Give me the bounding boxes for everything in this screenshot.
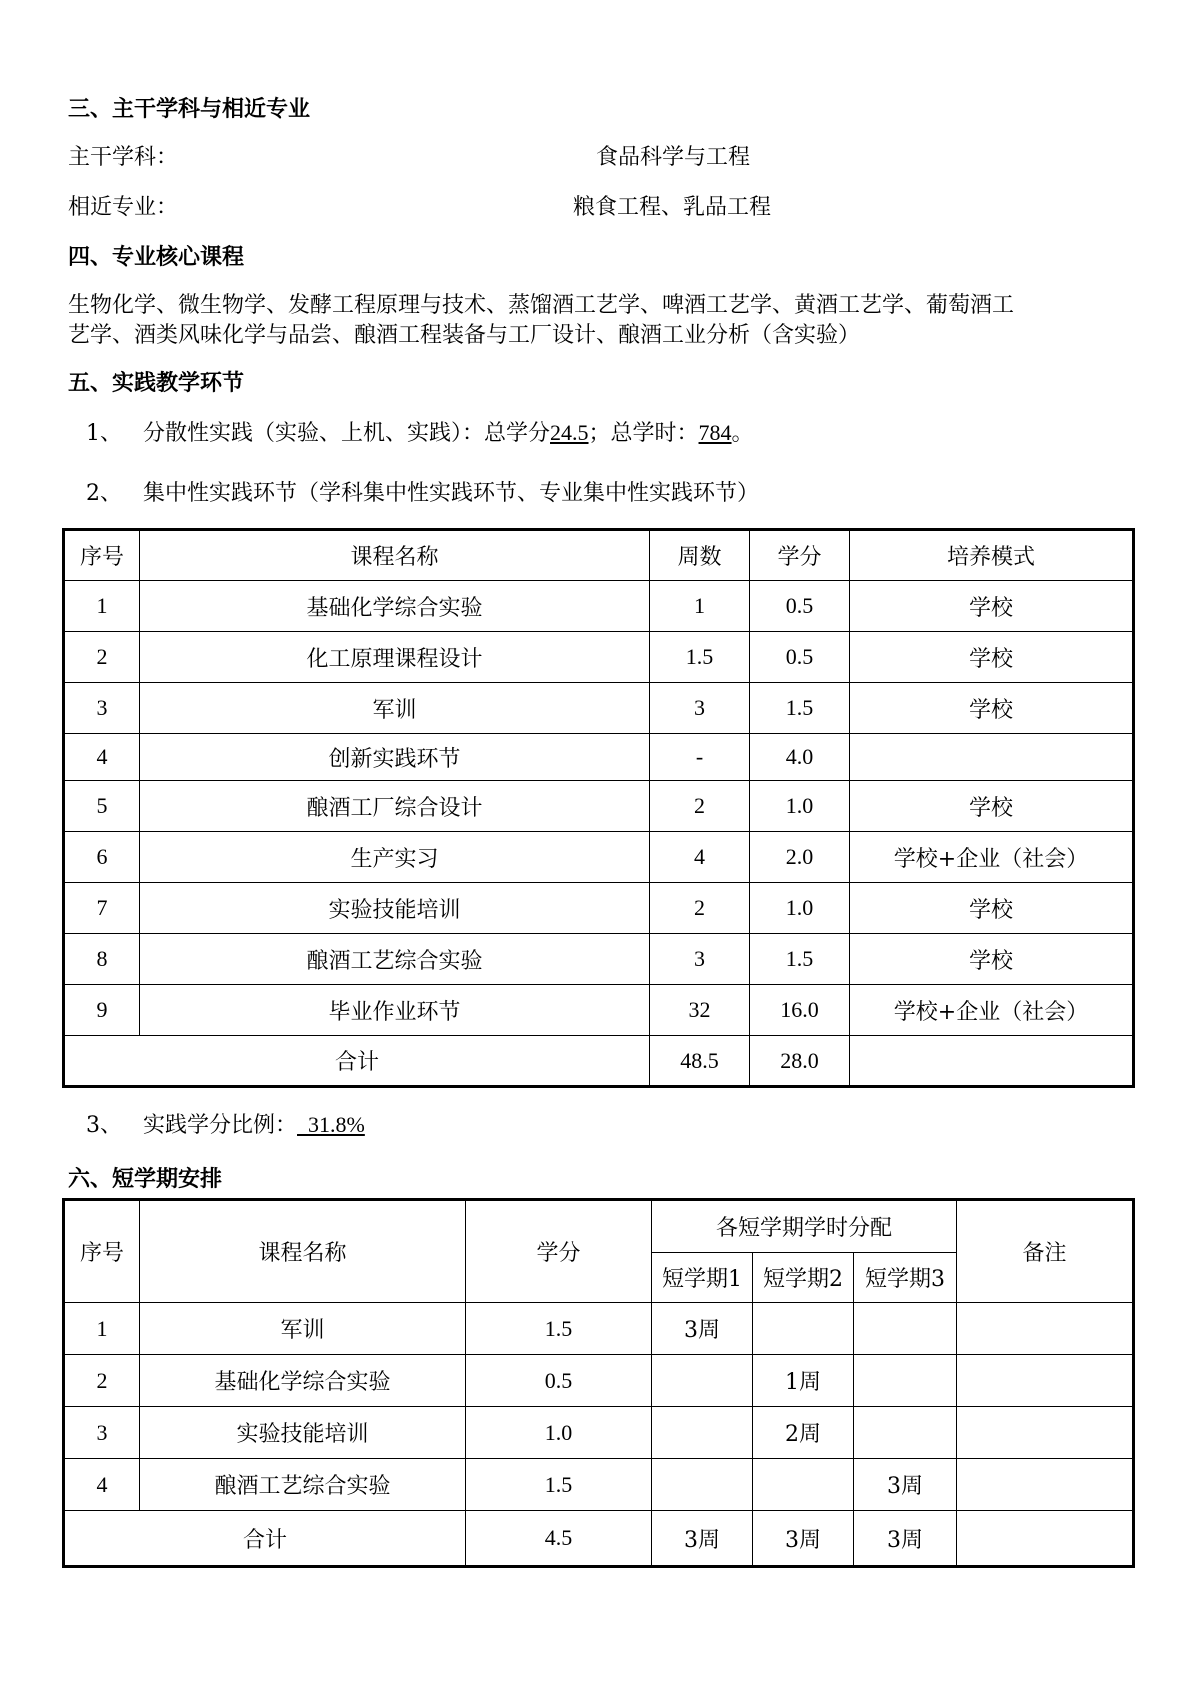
table-row — [64, 934, 1134, 985]
section4-heading: 四、专业核心课程 — [68, 244, 245, 270]
table-row — [64, 1407, 1134, 1459]
cell-mode: 学校 — [850, 883, 1134, 934]
cell-course: 化工原理课程设计 — [140, 632, 650, 683]
cell-seq: 2 — [64, 1355, 140, 1407]
table-row — [64, 985, 1134, 1036]
cell-term1 — [652, 1355, 753, 1407]
cell-term3 — [854, 1303, 957, 1355]
cell-credits: 0.5 — [466, 1355, 652, 1407]
practice-item2-text: 集中性实践环节（学科集中性实践环节、专业集中性实践环节） — [143, 481, 760, 506]
practice-item1-text: 分散性实践（实验、上机、实践）：总学分 — [143, 421, 551, 446]
concentrated-practice-table — [62, 528, 1135, 1088]
table-row — [64, 581, 1134, 632]
cell-term1 — [652, 1407, 753, 1459]
total-remark — [957, 1511, 1134, 1567]
total-term2: 3周 — [753, 1511, 854, 1567]
table-row — [64, 781, 1134, 832]
cell-seq: 1 — [64, 1303, 140, 1355]
total-credits: 28.0 — [750, 1036, 850, 1087]
section6-heading: 六、短学期安排 — [68, 1166, 223, 1192]
cell-weeks: 32 — [650, 985, 750, 1036]
core-courses-line1: 生物化学、微生物学、发酵工程原理与技术、蒸馏酒工艺学、啤酒工艺学、黄酒工艺学、葡萄酒工 — [68, 293, 1015, 318]
cell-remark — [957, 1355, 1134, 1407]
total-term3: 3周 — [854, 1511, 957, 1567]
cell-credits: 4.0 — [750, 734, 850, 781]
cell-credits: 0.5 — [750, 581, 850, 632]
cell-mode: 学校+企业（社会） — [850, 985, 1134, 1036]
col-header-remark: 备注 — [957, 1200, 1134, 1303]
col-header-term3: 短学期3 — [854, 1253, 957, 1303]
cell-weeks: 2 — [650, 883, 750, 934]
practice-item1-end: 。 — [731, 421, 754, 446]
total-label: 合计 — [64, 1511, 466, 1567]
practice-item2-num: 2、 — [86, 481, 122, 506]
col-header-weeks: 周数 — [650, 530, 750, 581]
practice-ratio-value: 31.8% — [297, 1112, 365, 1137]
col-header-course: 课程名称 — [140, 530, 650, 581]
cell-mode: 学校 — [850, 683, 1134, 734]
cell-course: 基础化学综合实验 — [140, 1355, 466, 1407]
cell-seq: 6 — [64, 832, 140, 883]
cell-course: 实验技能培训 — [140, 1407, 466, 1459]
related-major-value: 粮食工程、乳品工程 — [573, 195, 772, 220]
cell-course: 实验技能培训 — [140, 883, 650, 934]
col-header-credits: 学分 — [750, 530, 850, 581]
cell-mode: 学校 — [850, 934, 1134, 985]
cell-credits: 1.5 — [466, 1459, 652, 1511]
col-header-distribution: 各短学期学时分配 — [652, 1200, 957, 1253]
cell-mode: 学校 — [850, 581, 1134, 632]
table-row — [64, 632, 1134, 683]
section5-heading: 五、实践教学环节 — [68, 370, 245, 396]
cell-weeks: 3 — [650, 683, 750, 734]
cell-credits: 16.0 — [750, 985, 850, 1036]
table-header-row — [64, 530, 1134, 581]
cell-seq: 3 — [64, 1407, 140, 1459]
practice-total-hours: 784 — [698, 420, 732, 445]
table-row — [64, 1303, 1134, 1355]
table-total-row — [64, 1511, 1134, 1567]
cell-credits: 1.5 — [466, 1303, 652, 1355]
table-row — [64, 1355, 1134, 1407]
cell-term3 — [854, 1355, 957, 1407]
table-row — [64, 683, 1134, 734]
cell-credits: 1.5 — [750, 934, 850, 985]
col-header-mode: 培养模式 — [850, 530, 1134, 581]
total-mode — [850, 1036, 1134, 1087]
cell-credits: 1.0 — [466, 1407, 652, 1459]
cell-remark — [957, 1459, 1134, 1511]
cell-course: 毕业作业环节 — [140, 985, 650, 1036]
cell-course: 酿酒工厂综合设计 — [140, 781, 650, 832]
cell-weeks: 3 — [650, 934, 750, 985]
practice-item1 — [143, 416, 754, 447]
main-discipline-label: 主干学科： — [68, 145, 179, 170]
cell-seq: 7 — [64, 883, 140, 934]
total-weeks: 48.5 — [650, 1036, 750, 1087]
core-courses-line2: 艺学、酒类风味化学与品尝、酿酒工程装备与工厂设计、酿酒工业分析（含实验） — [68, 323, 861, 348]
practice-item1-num: 1、 — [86, 421, 122, 446]
cell-course: 酿酒工艺综合实验 — [140, 1459, 466, 1511]
table-row — [64, 1459, 1134, 1511]
total-label: 合计 — [64, 1036, 650, 1087]
table-row — [64, 883, 1134, 934]
cell-term1 — [652, 1459, 753, 1511]
table-total-row — [64, 1036, 1134, 1087]
cell-seq: 4 — [64, 734, 140, 781]
practice-total-credit: 24.5 — [550, 420, 589, 445]
cell-weeks: 1 — [650, 581, 750, 632]
cell-seq: 8 — [64, 934, 140, 985]
cell-credits: 1.5 — [750, 683, 850, 734]
col-header-term2: 短学期2 — [753, 1253, 854, 1303]
cell-seq: 9 — [64, 985, 140, 1036]
cell-course: 生产实习 — [140, 832, 650, 883]
cell-term2 — [753, 1459, 854, 1511]
cell-mode: 学校+企业（社会） — [850, 832, 1134, 883]
col-header-seq: 序号 — [64, 1200, 140, 1303]
col-header-term1: 短学期1 — [652, 1253, 753, 1303]
practice-item1-mid: ；总学时： — [588, 421, 699, 446]
cell-course: 创新实践环节 — [140, 734, 650, 781]
cell-remark — [957, 1303, 1134, 1355]
col-header-credits: 学分 — [466, 1200, 652, 1303]
cell-term3 — [854, 1407, 957, 1459]
practice-item3 — [143, 1108, 365, 1139]
related-major-label: 相近专业： — [68, 195, 179, 220]
cell-course: 基础化学综合实验 — [140, 581, 650, 632]
table-header-row — [64, 1200, 1134, 1253]
cell-seq: 1 — [64, 581, 140, 632]
cell-seq: 4 — [64, 1459, 140, 1511]
cell-course: 军训 — [140, 683, 650, 734]
practice-ratio-label: 实践学分比例： — [143, 1113, 298, 1138]
total-term1: 3周 — [652, 1511, 753, 1567]
table-row — [64, 734, 1134, 781]
cell-seq: 5 — [64, 781, 140, 832]
cell-course: 酿酒工艺综合实验 — [140, 934, 650, 985]
cell-term2: 1周 — [753, 1355, 854, 1407]
cell-term3: 3周 — [854, 1459, 957, 1511]
cell-weeks: 4 — [650, 832, 750, 883]
short-term-table — [62, 1198, 1135, 1568]
practice-item3-num: 3、 — [86, 1113, 122, 1138]
cell-term2: 2周 — [753, 1407, 854, 1459]
cell-weeks: 1.5 — [650, 632, 750, 683]
cell-seq: 2 — [64, 632, 140, 683]
cell-mode: 学校 — [850, 781, 1134, 832]
cell-mode: 学校 — [850, 632, 1134, 683]
cell-weeks: - — [650, 734, 750, 781]
section3-heading: 三、主干学科与相近专业 — [68, 96, 311, 122]
cell-weeks: 2 — [650, 781, 750, 832]
cell-term1: 3周 — [652, 1303, 753, 1355]
cell-credits: 1.0 — [750, 781, 850, 832]
cell-seq: 3 — [64, 683, 140, 734]
cell-term2 — [753, 1303, 854, 1355]
cell-credits: 0.5 — [750, 632, 850, 683]
col-header-seq: 序号 — [64, 530, 140, 581]
cell-course: 军训 — [140, 1303, 466, 1355]
cell-mode — [850, 734, 1134, 781]
total-credits: 4.5 — [466, 1511, 652, 1567]
cell-credits: 1.0 — [750, 883, 850, 934]
main-discipline-value: 食品科学与工程 — [596, 145, 751, 170]
cell-remark — [957, 1407, 1134, 1459]
table-row — [64, 832, 1134, 883]
cell-credits: 2.0 — [750, 832, 850, 883]
col-header-course: 课程名称 — [140, 1200, 466, 1303]
